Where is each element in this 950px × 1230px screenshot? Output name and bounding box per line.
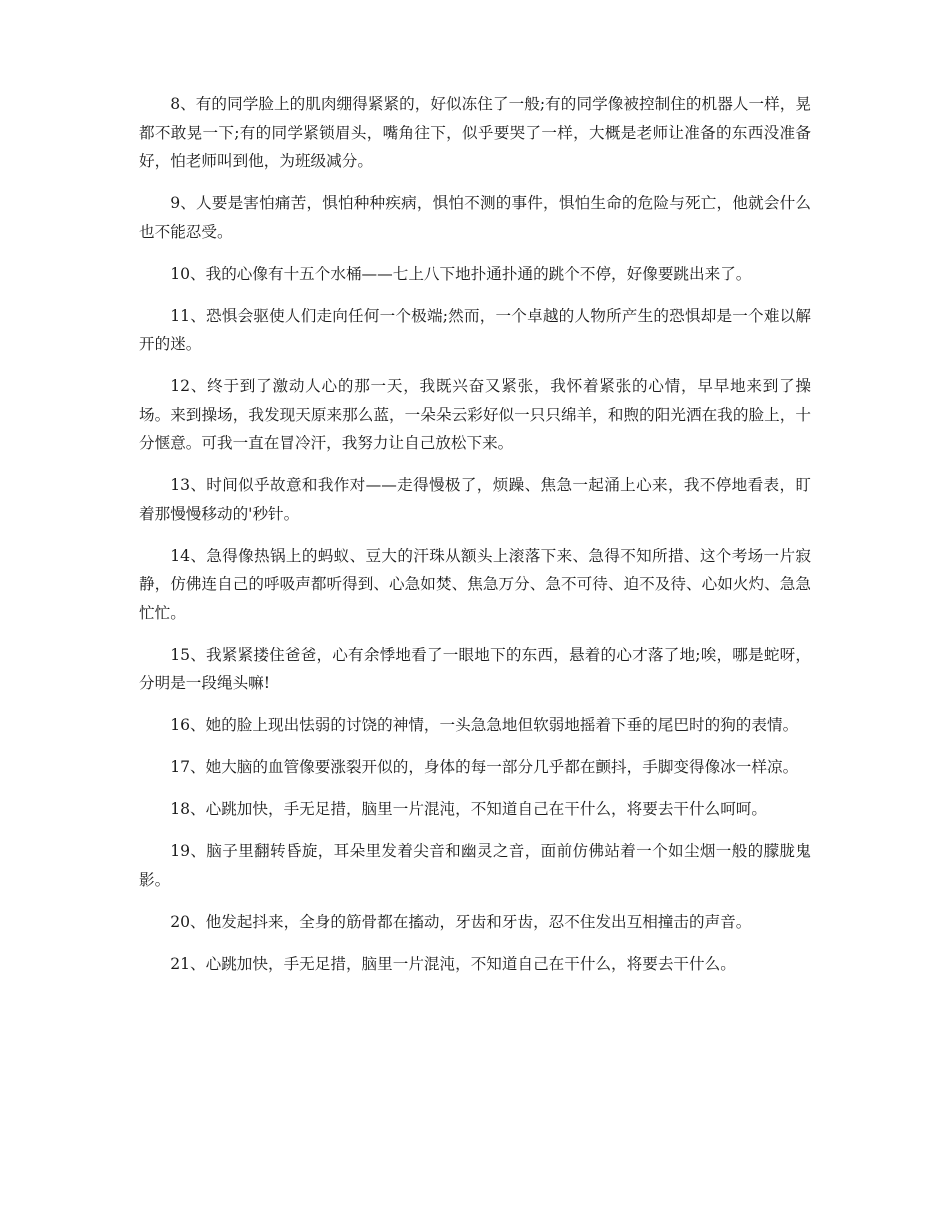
paragraph-13: 13、时间似乎故意和我作对——走得慢极了，烦躁、焦急一起涌上心来，我不停地看表，盯着那慢慢移动的'秒针。 — [139, 476, 811, 523]
document-body — [139, 90, 811, 992]
paragraph-17: 17、她大脑的血管像要涨裂开似的，身体的每一部分几乎都在颤抖，手脚变得像冰一样凉。 — [170, 758, 799, 776]
paragraph-15: 15、我紧紧搂住爸爸，心有余悸地看了一眼地下的东西，悬着的心才落了地;唉，哪是蛇呀，分明是一段绳头嘛! — [139, 645, 811, 692]
paragraph-8: 8、有的同学脸上的肌肉绷得紧紧的，好似冻住了一般;有的同学像被控制住的机器人一样，晃都不敢晃一下;有的同学紧锁眉头，嘴角往下，似乎要哭了一样，大概是老师让准备的东西没准备好，怕老师叫到他，为班级减分。 — [139, 95, 811, 170]
paragraph-10: 10、我的心像有十五个水桶——七上八下地扑通扑通的跳个不停，好像要跳出来了。 — [170, 264, 752, 283]
paragraph-12: 12、终于到了激动人心的那一天，我既兴奋又紧张，我怀着紧张的心情，早早地来到了操场。来到操场，我发现天原来那么蓝，一朵朵云彩好似一只只绵羊，和煦的阳光洒在我的脸上，十分惬意。可我一直在冒冷汗，我努力让自己放松下来。 — [139, 377, 811, 452]
paragraph-14: 14、急得像热锅上的蚂蚁、豆大的汗珠从额头上滚落下来、急得不知所措、这个考场一片寂静，仿佛连自己的呼吸声都听得到、心急如焚、焦急万分、急不可待、迫不及待、心如火灼、急急忙忙。 — [139, 546, 811, 622]
paragraph-16: 16、她的脸上现出怯弱的讨饶的神情，一头急急地但软弱地摇着下垂的尾巴时的狗的表情。 — [170, 716, 799, 734]
paragraph-9: 9、人要是害怕痛苦，惧怕种种疾病，惧怕不测的事件，惧怕生命的危险与死亡，他就会什么也不能忍受。 — [139, 194, 811, 241]
paragraph-20: 20、他发起抖来，全身的筋骨都在搐动，牙齿和牙齿，忍不住发出互相撞击的声音。 — [170, 912, 752, 931]
paragraph-21: 21、心跳加快，手无足措，脑里一片混沌，不知道自己在干什么，将要去干什么。 — [170, 954, 736, 973]
paragraph-11: 11、恐惧会驱使人们走向任何一个极端;然而，一个卓越的人物所产生的恐惧却是一个难以解开的迷。 — [139, 306, 811, 353]
paragraph-18: 18、心跳加快，手无足措，脑里一片混沌，不知道自己在干什么，将要去干什么呵呵。 — [170, 800, 767, 818]
paragraph-19: 19、脑子里翻转昏旋，耳朵里发着尖音和幽灵之音，面前仿佛站着一个如尘烟一般的朦胧鬼影。 — [139, 842, 811, 889]
